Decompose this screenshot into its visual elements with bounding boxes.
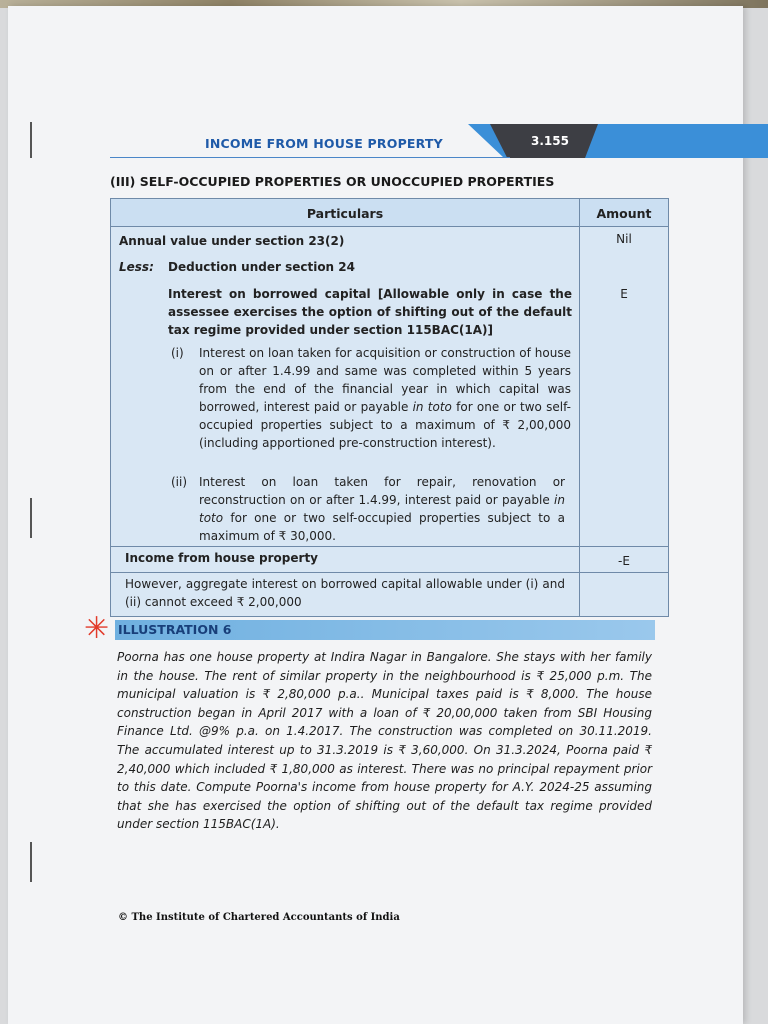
income-amount: -E: [618, 554, 630, 568]
footer-copyright: © The Institute of Chartered Accountants of India: [118, 912, 400, 923]
annual-value-label: Annual value under section 23(2): [119, 234, 345, 248]
table-header-row: [111, 199, 668, 227]
section-title: (III) SELF-OCCUPIED PROPERTIES OR UNOCCUPIED PROPERTIES: [110, 174, 555, 189]
income-label: Income from house property: [125, 551, 318, 565]
row-divider: [111, 546, 668, 547]
row-divider: [111, 572, 668, 573]
item-i-number: (i): [171, 346, 184, 360]
header-rule: [110, 157, 510, 158]
binding-mark: [30, 122, 32, 158]
column-header-amount: Amount: [596, 206, 652, 221]
annual-value-amount: Nil: [616, 232, 632, 246]
item-i-text: Interest on loan taken for acquisition or construction of house on or after 1.4.99 and same was completed within 5 years from the end of the financial year in which capital was borrowed, interest paid or payable in toto for one or two self-occupied properties subject to a maximum of ₹ 2,00,000 (including apportioned pre-construction interest).: [199, 346, 571, 450]
binding-mark: [30, 498, 32, 538]
column-header-particulars: Particulars: [306, 206, 384, 221]
less-label: Less:: [119, 260, 154, 274]
illustration-text: Poorna has one house property at Indira Nagar in Bangalore. She stays with her family in the house. The rent of similar property in the neighbourhood is ₹ 25,000 p.m. The municipal valuation is ₹ 2,80,000 p.a.. Municipal taxes paid is ₹ 8,000. The house construction began in April 2017 with a loan of ₹ 20,00,000 taken from SBI Housing Finance Ltd. @9% p.a. on 1.4.2017. The construction was completed on 30.11.2019. The accumulated interest up to 31.3.2019 is ₹ 3,60,000. On 31.3.2024, Poorna paid ₹ 2,40,000 which included ₹ 1,80,000 as interest. There was no principal repayment prior to this date. Compute Poorna's income from house property for A.Y. 2024-25 assuming that she has exercised the option of shifting out of the default tax regime provided under section 115BAC(1A).: [117, 650, 652, 832]
interest-amount: E: [620, 287, 628, 301]
illustration-label: ILLUSTRATION 6: [118, 622, 232, 637]
item-ii-number: (ii): [171, 475, 188, 489]
deduction-table: [110, 198, 669, 617]
asterisk-mark-icon: ✳: [84, 611, 110, 646]
interest-heading: Interest on borrowed capital [Allowable only in case the assessee exercises the option of shifting out of the default tax regime provided under section 115BAC(1A)]: [168, 287, 572, 337]
chapter-title: INCOME FROM HOUSE PROPERTY: [205, 136, 443, 151]
deduction-label: Deduction under section 24: [168, 260, 355, 274]
binding-mark: [30, 842, 32, 882]
item-ii-text: Interest on loan taken for repair, renovation or reconstruction on or after 1.4.99, interest paid or payable in toto for one or two self-occupied properties subject to a maximum of ₹ 30,000.: [199, 475, 565, 543]
aggregate-note: However, aggregate interest on borrowed capital allowable under (i) and (ii) cannot exceed ₹ 2,00,000: [125, 577, 565, 609]
page-number: 3.155: [531, 134, 569, 148]
